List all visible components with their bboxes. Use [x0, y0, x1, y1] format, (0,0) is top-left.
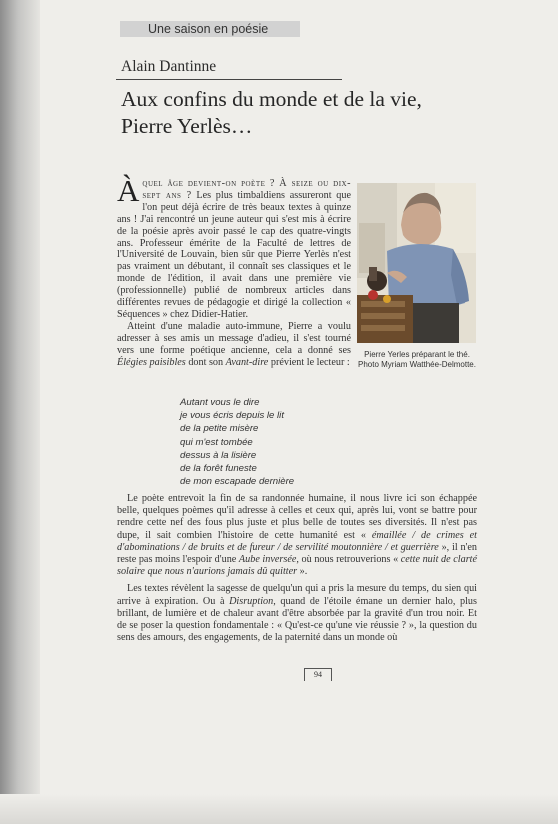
intro-column: [117, 173, 351, 369]
poem-excerpt: [180, 396, 294, 488]
poem-line: de mon escapade dernière: [180, 476, 295, 488]
photo-caption: Pierre Yerles préparant le thé. Photo Myriam Watthée-Delmotte.: [358, 350, 476, 369]
book-title-elegies: Élégies paisibles: [117, 356, 186, 368]
poem-line: dessus à la lisière: [180, 449, 257, 461]
body-paragraph-2: [117, 583, 477, 644]
body-p1-text-4: ».: [297, 566, 308, 578]
body-p2-text: Les textes révèlent la sagesse de quelqu'un qui a pris la mesure du temps, du sien qui arrive à expiration. Ou à: [117, 583, 477, 607]
title-line-1: Aux confins du monde et de la vie,: [121, 87, 422, 111]
poem-line: de la petite misère: [180, 423, 259, 435]
poem-line: Autant vous le dire: [180, 397, 260, 408]
intro-smallcaps-lead: quel âge devient-on poète ? À seize ou dix-sept ans ?: [142, 178, 351, 201]
poem-line: je vous écris depuis le lit: [180, 410, 284, 422]
intro-text: Les plus timbaldiens assureront que l'on peut déjà écrire de très beaux textes à quinze ans ! J'ai rencontré un jeune auteur qui s'est mis à écrire de la poésie après avoir passé le cap des quatre-vingts ans. Professeur émérite de la Faculté de lettres de l'Université de Louvain, bien sûr que Pierre Yerlès n'est pas vraiment un débutant, il connaît ses classiques et le monde de l'édition, il avait dans une première vie (professionnelle) publié de nombreux articles dans différentes revues de pédagogie et dirigé la collection « Séquences » chez Didier-Hatier.: [117, 189, 351, 320]
article-title: [121, 86, 491, 140]
body-p1-quote-1: émaillée / de crimes et d'abominations / de bruits et de fureur / de servilité moutonnière / et guerrière: [117, 529, 477, 553]
drop-cap: À: [117, 173, 140, 208]
author-divider: [116, 79, 342, 80]
section-title: Une saison en poésie: [148, 22, 269, 36]
body-paragraph-1: [117, 493, 477, 578]
body-p1-text: Le poète entrevoit la fin de sa randonnée humaine, il nous livre ici son échappée belle, quelques poèmes qu'il adresse à celles et ceux qui, après lui, vont se battre pour rendre cette nef des fous plus juste et plus belle de toutes ses diversités. Il n'est pas dupe, il sait combien l'histoire de cette humanité est «: [117, 493, 477, 541]
intro-paragraph-1: [117, 173, 351, 321]
author-name: Alain Dantinne: [121, 58, 217, 75]
body-p2-text-2: , quand de l'étoile émane un dernier halo, plus brillant, de lumière et de chaleur avant d'être absorbée par la gravité d'un trou noir. Et de se poser la question fondamentale : « Qu'est-ce qu'une vie réussie ? », la question du sens des amours, des engagements, de la paternité dans un monde où: [117, 595, 477, 644]
body-p1-text-2: », il n'en reste pas moins l'espoir d'une: [117, 541, 477, 566]
avant-dire-title: Avant-dire: [225, 356, 269, 368]
intro-p2-text: Atteint d'une maladie auto-immune, Pierre a voulu adresser à ses amis un message d'adieu, il s'est tourné vers une forme poétique ancienne, cela a donné ses: [117, 320, 351, 356]
poem-title-aube-inversee: Aube inversée: [238, 554, 297, 566]
poem-line: de la forêt funeste: [180, 463, 257, 475]
author-photo: [357, 183, 476, 343]
page-bottom-edge: [0, 794, 558, 824]
page-gutter-shadow: [0, 0, 40, 824]
intro-p2-end: prévient le lecteur :: [268, 356, 350, 368]
title-line-2: Pierre Yerlès…: [121, 114, 253, 138]
section-banner: [120, 21, 300, 37]
poem-title-disruption: Disruption: [229, 595, 274, 607]
poem-line: qui m'est tombée: [180, 436, 253, 448]
body-p1-text-3: , où nous retrouverions «: [296, 554, 401, 566]
body-p1-quote-2: cette nuit de clarté solaire que nous n'aurions jamais dû quitter: [117, 554, 478, 578]
intro-p2-mid: dont son: [185, 356, 226, 368]
article-body: [117, 493, 477, 649]
intro-paragraph-2: [117, 321, 351, 369]
page-number: 94: [304, 668, 332, 681]
